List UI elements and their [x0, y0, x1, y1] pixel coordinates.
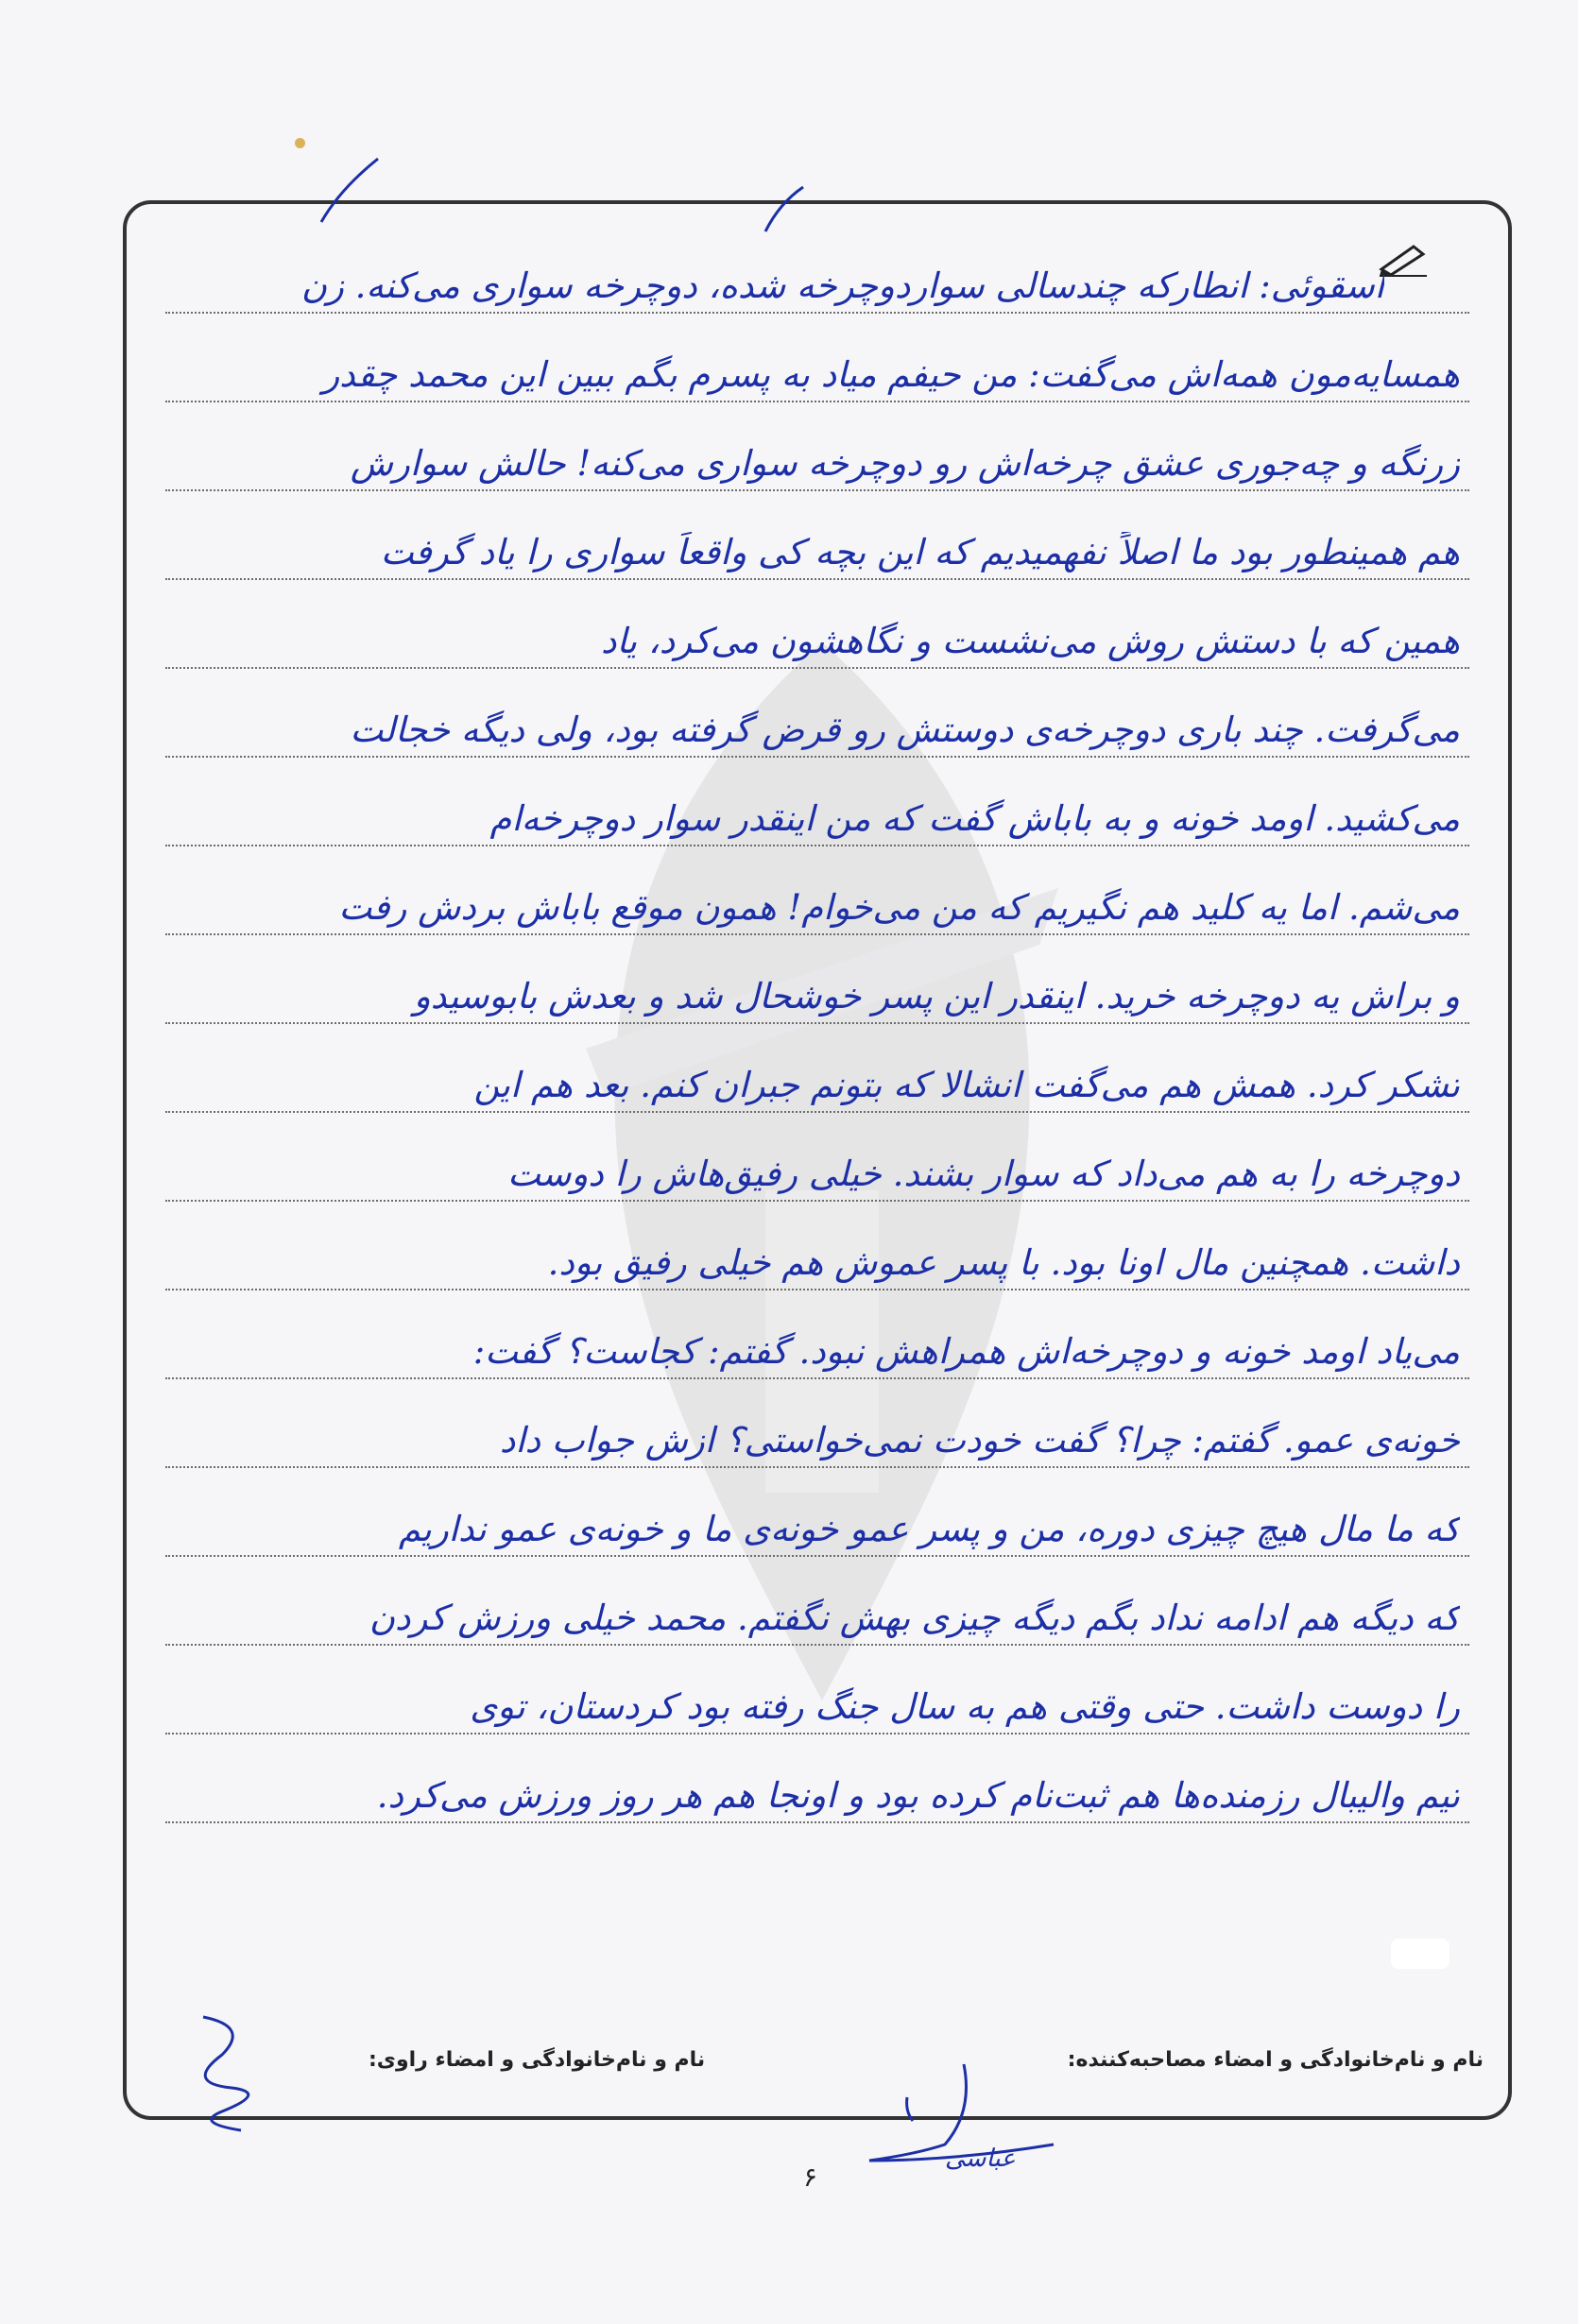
text-line: می‌کشید. اومد خونه و به باباش گفت که من اینقدر سوار دوچرخه‌ام [165, 758, 1469, 846]
text-line: همین که با دستش روش می‌نشست و نگاهشون می‌کرد، یاد [165, 580, 1469, 669]
text-line: می‌گرفت. چند باری دوچرخه‌ی دوستش رو قرض گرفته بود، ولی دیگه خجالت [165, 669, 1469, 758]
signature-labels [142, 2048, 1493, 2086]
text-line: و براش یه دوچرخه خرید. اینقدر این پسر خوشحال شد و بعدش بابوسیدو [165, 935, 1469, 1024]
text-line: دوچرخه را به هم می‌داد که سوار بشند. خیلی رفیق‌هاش را دوست [165, 1113, 1469, 1202]
text-line: را دوست داشت. حتی وقتی هم به سال جنگ رفته بود کردستان، توی [165, 1646, 1469, 1734]
interviewer-signature-name: عباسی [945, 2145, 1016, 2173]
text-line: همسایه‌مون همه‌اش می‌گفت: من حیفم میاد به پسرم بگم ببین این محمد چقدر [165, 314, 1469, 402]
text-line: تشکر کرد. همش هم می‌گفت انشالا که بتونم جبران کنم. بعد هم این [165, 1024, 1469, 1113]
text-line: می‌شم. اما یه کلید هم نگیریم که من می‌خوام! همون موقع باباش بردش رفت [165, 846, 1469, 935]
text-line: تیم والیبال رزمنده‌ها هم ثبت‌نام کرده بود و اونجا هم هر روز ورزش می‌کرد. [165, 1734, 1469, 1823]
page-number: ۶ [803, 2162, 818, 2193]
text-line: هم همینطور بود ما اصلاً نفهمیدیم که این بچه کی واقعاً سواری را یاد گرفت [165, 491, 1469, 580]
text-line: زرنگه و چه‌جوری عشق چرخه‌اش رو دوچرخه سواری می‌کنه! حالش سوارش [165, 402, 1469, 491]
text-line: که ما مال هیچ چیزی دوره، من و پسر عمو خونه‌ی ما و خونه‌ی عمو نداریم [165, 1468, 1469, 1557]
interviewer-label: نام و نام‌خانوادگی و امضاء مصاحبه‌کننده: [1067, 2048, 1484, 2072]
text-line: اسقوئی: انطارکه چندسالی سواردوچرخه شده، دوچرخه سواری می‌کنه. زن [165, 225, 1469, 314]
text-line: می‌یاد اومد خونه و دوچرخه‌اش همراهش نبود. گفتم: کجاست؟ گفت: [165, 1290, 1469, 1379]
paper-speck [295, 138, 305, 148]
narrator-label: نام و نام‌خانوادگی و امضاء راوی: [369, 2048, 706, 2072]
margin-mark-left [312, 151, 387, 227]
text-line: که دیگه هم ادامه نداد بگم دیگه چیزی بهش نگفتم. محمد خیلی ورزش کردن [165, 1557, 1469, 1646]
text-line: خونه‌ی عمو. گفتم: چرا؟ گفت خودت نمی‌خواستی؟ ازش جواب داد [165, 1379, 1469, 1468]
text-line: داشت. همچنین مال اونا بود. با پسر عموش هم خیلی رفیق بود. [165, 1202, 1469, 1290]
narrator-signature [165, 1998, 298, 2140]
handwritten-text-body [165, 225, 1469, 1823]
correction-patch [1391, 1939, 1449, 1969]
